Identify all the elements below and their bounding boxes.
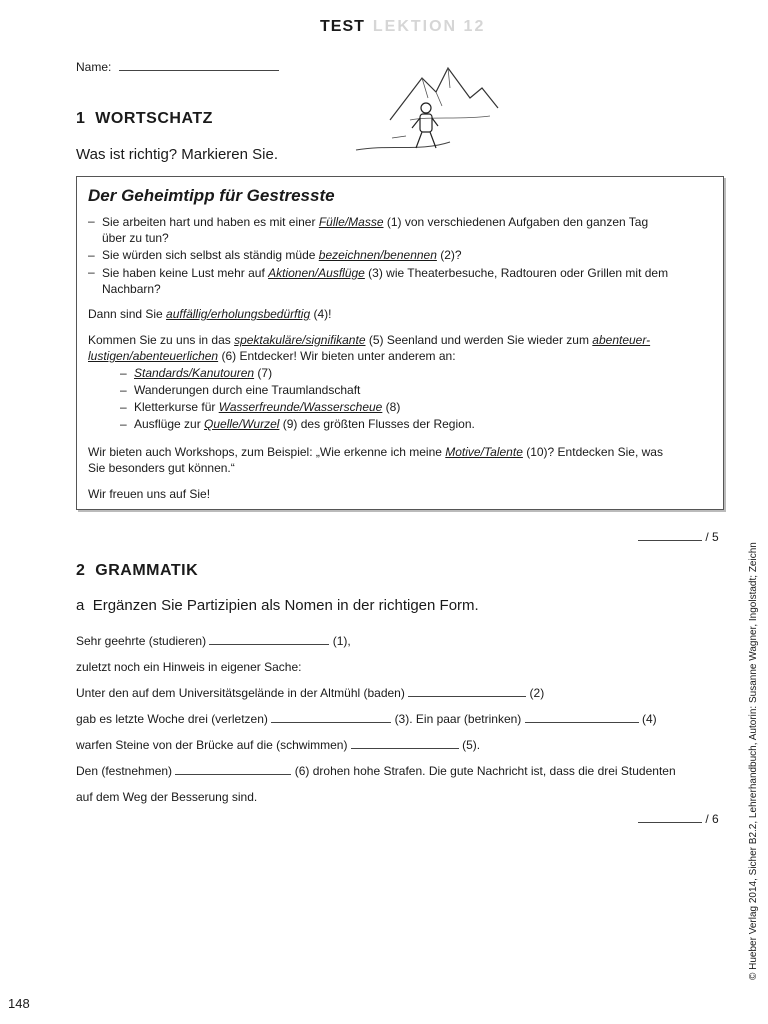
bullet-3 (88, 265, 712, 297)
grammar-line-5 (76, 738, 480, 752)
gram-l6-text-a: Den (festnehmen) (76, 764, 173, 778)
gram-l1-text-b: (1), (332, 634, 351, 648)
option-3[interactable]: Aktionen/Ausflüge (268, 266, 365, 280)
p3-text-c: Sie besonders gut können.“ (88, 461, 235, 475)
section1-heading (76, 110, 213, 128)
section2-title: GRAMMATIK (95, 562, 199, 579)
bullet-3-text-b: (3) wie Theaterbesuche, Radtouren oder Grillen mit dem (364, 266, 669, 280)
gram-l5-text-a: warfen Steine von der Brücke auf die (schwimmen) (76, 738, 348, 752)
gram-l4-text-c: (4) (641, 712, 657, 726)
header-faint-subtitle: LEKTION 12 (372, 18, 486, 35)
sub-bullet-dash: – (120, 417, 127, 431)
answer-blank-1[interactable] (209, 643, 329, 645)
paragraph-4: Wir freuen uns auf Sie! (88, 487, 211, 501)
bullet-1-text-b: (1) von verschiedenen Aufgaben den ganzen Tag (383, 215, 649, 229)
sub4-text-a: Ausflüge zur (134, 417, 205, 431)
grammar-line-1 (76, 634, 351, 648)
grammar-line-3 (76, 686, 544, 700)
bullet-2 (88, 248, 712, 262)
bullet-1-text-a: Sie arbeiten hart und haben es mit einer (102, 215, 319, 229)
option-2[interactable]: bezeichnen/benennen (318, 248, 437, 262)
section2-task-text: Ergänzen Sie Partizipien als Nomen in der richtigen Form. (92, 597, 479, 614)
p3-text-a: Wir bieten auch Workshops, zum Beispiel: „Wie erkenne ich meine (88, 445, 446, 459)
test-header (320, 18, 485, 36)
paragraph-3 (88, 444, 712, 476)
bullet-dash: – (88, 265, 95, 279)
score2-label: / 6 (705, 812, 719, 826)
section1-number: 1 (76, 110, 86, 127)
box-title: Der Geheimtipp für Gestresste (88, 186, 335, 205)
p1-text-b: (4)! (310, 307, 332, 321)
bullet-2-text-a: Sie würden sich selbst als ständig müde (102, 248, 319, 262)
name-label: Name: (76, 60, 112, 74)
p2-text-c: (6) Entdecker! Wir bieten unter anderem an: (218, 349, 456, 363)
bullet-1 (88, 214, 712, 246)
sub2-text: Wanderungen durch eine Traumlandschaft (134, 383, 361, 397)
option-1[interactable]: Fülle/Masse (318, 215, 384, 229)
hiker-mountain-illustration (350, 58, 500, 158)
sub-bullet-2 (120, 383, 360, 397)
gram-l6-text-b: (6) drohen hohe Strafen. Die gute Nachricht ist, dass die drei Studenten (294, 764, 676, 778)
section1-title: WORTSCHATZ (95, 110, 213, 127)
gram-l3-text-b: (2) (529, 686, 545, 700)
bullet-dash: – (88, 214, 95, 228)
bullet-3-text-c: Nachbarn? (102, 282, 161, 296)
grammar-line-4 (76, 712, 657, 726)
sub4-text-b: (9) des größten Flusses der Region. (279, 417, 475, 431)
answer-blank-2[interactable] (408, 695, 526, 697)
p1-text-a: Dann sind Sie (88, 307, 167, 321)
option-8[interactable]: Wasserfreunde/Wasserscheue (218, 400, 383, 414)
grammar-line-2: zuletzt noch ein Hinweis in eigener Sache: (76, 660, 302, 674)
sub-bullet-3 (120, 400, 400, 414)
gram-l1-text-a: Sehr geehrte (studieren) (76, 634, 207, 648)
sub1-text-b: (7) (254, 366, 273, 380)
section2-heading (76, 562, 198, 580)
section1-task: Was ist richtig? Markieren Sie. (76, 146, 279, 163)
gram-l4-text-b: (3). Ein paar (betrinken) (394, 712, 522, 726)
answer-blank-6[interactable] (175, 773, 291, 775)
option-4[interactable]: auffällig/erholungsbedürftig (166, 307, 311, 321)
answer-blank-3[interactable] (271, 721, 391, 723)
grammar-line-6 (76, 764, 676, 778)
score-section2 (638, 812, 719, 826)
option-10[interactable]: Motive/Talente (445, 445, 523, 459)
sub3-text-b: (8) (382, 400, 401, 414)
section2-number: 2 (76, 562, 86, 579)
sub-bullet-dash: – (120, 383, 127, 397)
score1-label: / 5 (705, 530, 719, 544)
sub-bullet-1 (120, 366, 272, 380)
option-7[interactable]: Standards/Kanutouren (134, 366, 255, 380)
header-title: TEST (320, 18, 365, 35)
gram-l4-text-a: gab es letzte Woche drei (verletzen) (76, 712, 268, 726)
p2-text-b: (5) Seenland und werden Sie wieder zum (365, 333, 593, 347)
score1-blank[interactable] (638, 539, 702, 541)
name-row (76, 60, 279, 74)
gram-l5-text-b: (5). (462, 738, 481, 752)
sub-bullet-4 (120, 417, 475, 431)
section2-sub-letter: a (76, 597, 85, 614)
answer-blank-5[interactable] (351, 747, 459, 749)
bullet-2-text-b: (2)? (436, 248, 462, 262)
option-6-part-a[interactable]: abenteuer- (592, 333, 651, 347)
name-blank-field[interactable] (119, 69, 279, 71)
bullet-dash: – (88, 248, 95, 262)
gram-l3-text-a: Unter den auf dem Universitätsgelände in der Altmühl (baden) (76, 686, 405, 700)
bullet-3-text-a: Sie haben keine Lust mehr auf (102, 266, 269, 280)
score2-blank[interactable] (638, 821, 702, 823)
option-5[interactable]: spektakuläre/signifikante (234, 333, 366, 347)
paragraph-1 (88, 306, 712, 322)
sub-bullet-dash: – (120, 400, 127, 414)
score-section1 (638, 530, 719, 544)
p3-text-b: (10)? Entdecken Sie, was (522, 445, 663, 459)
p2-text-a: Kommen Sie zu uns in das (88, 333, 235, 347)
bullet-1-text-c: über zu tun? (102, 231, 169, 245)
grammar-line-7: auf dem Weg der Besserung sind. (76, 790, 258, 804)
sub-bullet-dash: – (120, 366, 127, 380)
option-9[interactable]: Quelle/Wurzel (204, 417, 280, 431)
paragraph-2 (88, 332, 712, 364)
answer-blank-4[interactable] (525, 721, 639, 723)
copyright-credit: © Hueber Verlag 2014, Sicher B2.2, Lehrerhandbuch, Autorin: Susanne Wagner, Ingolstadt; Zeichn (748, 542, 759, 980)
sub3-text-a: Kletterkurse für (134, 400, 219, 414)
option-6-part-b[interactable]: lustigen/abenteuerlichen (88, 349, 219, 363)
section2-task (76, 597, 479, 614)
page-number: 148 (8, 996, 30, 1011)
